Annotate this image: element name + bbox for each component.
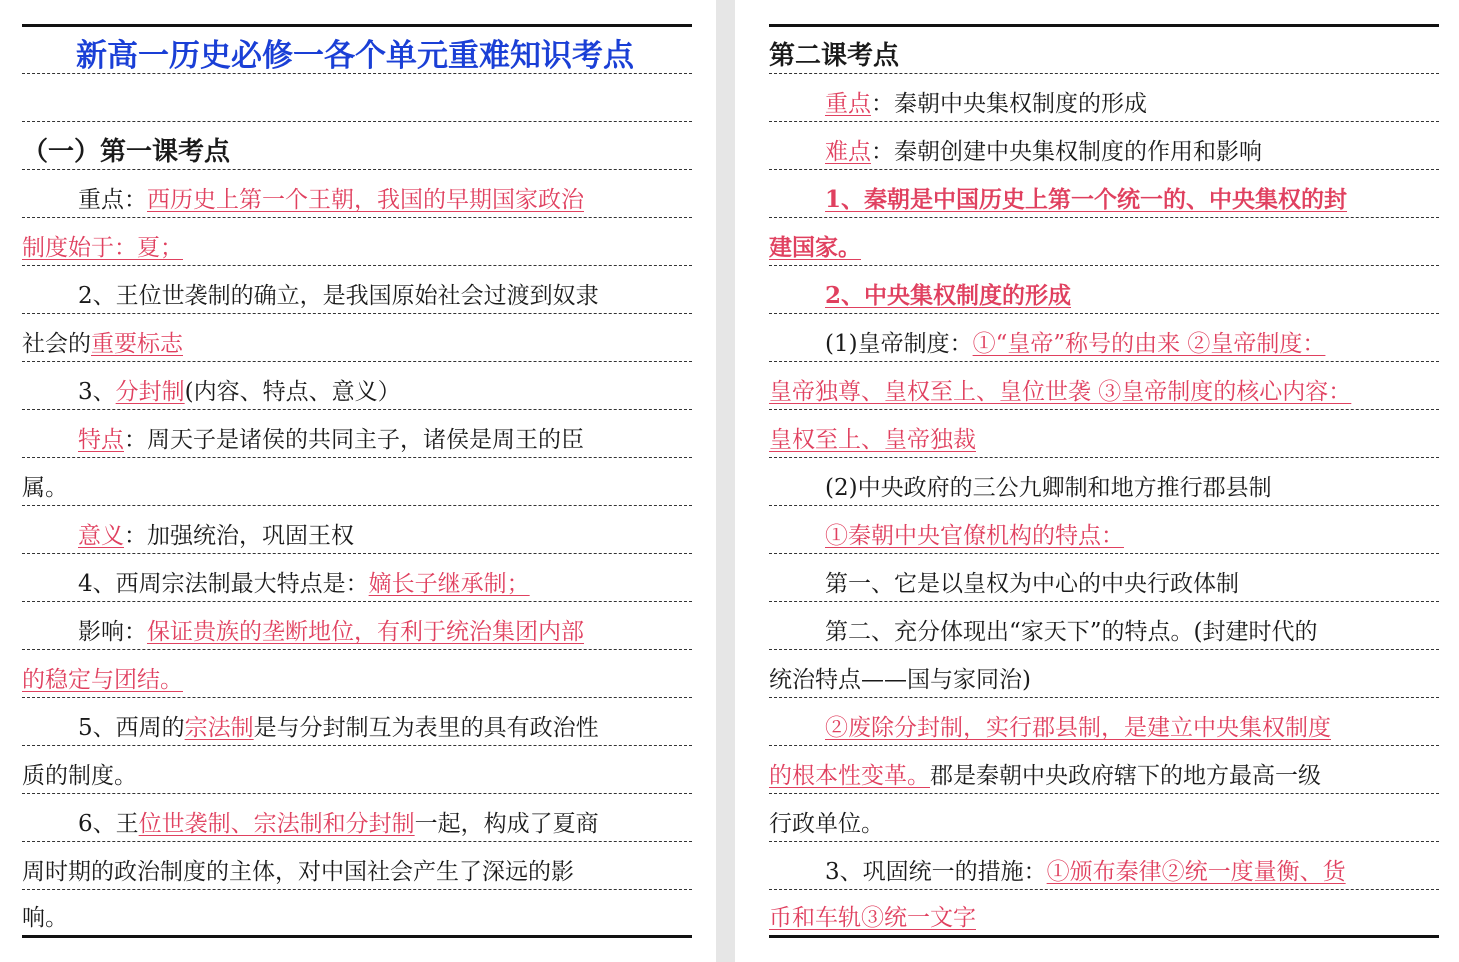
highlight-text: 1、秦朝是中国历史上第一个统一的、中央集权的封 [825, 186, 1348, 213]
highlight-text: 的根本性变革。 [769, 763, 930, 789]
highlight-text: 宗法制 [184, 715, 254, 741]
text-line [22, 218, 692, 266]
plain-text: ：秦朝创建中央集权制度的作用和影响 [871, 139, 1262, 165]
highlight-text: 的稳定与团结。 [22, 667, 183, 693]
text-line: 第二、充分体现出“家天下”的特点。(封建时代的 [769, 602, 1439, 650]
text-line [22, 170, 692, 218]
highlight-text: 制度始于：夏； [22, 235, 183, 261]
text-line: 质的制度。 [22, 746, 692, 794]
text-line [22, 698, 692, 746]
text-line: 行政单位。 [769, 794, 1439, 842]
text-line: 响。 [22, 890, 692, 938]
text-line [769, 362, 1439, 410]
highlight-text: 特点 [78, 427, 124, 453]
text-line [769, 74, 1439, 122]
section-heading-lesson-2: 第二课考点 [769, 27, 1439, 74]
text-line [22, 554, 692, 602]
text-line [22, 794, 692, 842]
highlight-text: 分封制 [115, 379, 185, 405]
plain-text: 4、西周宗法制最大特点是： [78, 571, 369, 597]
highlight-text: 位世袭制、宗法制和分封制 [138, 811, 415, 837]
text-line [769, 314, 1439, 362]
plain-text: 3、 [78, 379, 116, 405]
plain-text: (1)皇帝制度： [825, 331, 973, 357]
plain-text: ：周天子是诸侯的共同主子，诸侯是周王的臣 [124, 427, 584, 453]
highlight-text: 币和车轨③统一文字 [769, 905, 976, 931]
plain-text: 一起，构成了夏商 [414, 811, 599, 837]
plain-text: 5、西周的 [78, 715, 185, 741]
text-line [22, 410, 692, 458]
highlight-text: 重点 [825, 91, 871, 117]
highlight-text: 2、中央集权制度的形成 [825, 282, 1072, 309]
highlight-text: 难点 [825, 139, 871, 165]
plain-text: 社会的 [22, 331, 91, 357]
highlight-text: 皇帝独尊、皇权至上、皇位世袭 ③皇帝制度的核心内容： [769, 379, 1352, 405]
text-line [22, 362, 692, 410]
plain-text: 影响： [78, 619, 147, 645]
highlight-text: 意义 [78, 523, 124, 549]
text-line [769, 746, 1439, 794]
text-line: 统治特点——国与家同治) [769, 650, 1439, 698]
text-line: 2、王位世袭制的确立，是我国原始社会过渡到奴隶 [22, 266, 692, 314]
highlight-text: ②废除分封制，实行郡县制，是建立中央集权制度 [825, 715, 1331, 741]
highlight-text: 嫡长子继承制； [368, 571, 530, 597]
highlight-text: 建国家。 [769, 234, 861, 261]
text-line [769, 410, 1439, 458]
text-line [22, 602, 692, 650]
plain-text: ：加强统治，巩固王权 [124, 523, 354, 549]
plain-text: 6、王 [78, 811, 139, 837]
plain-text: 郡是秦朝中央政府辖下的地方最高一级 [930, 763, 1321, 789]
highlight-text: 保证贵族的垄断地位，有利于统治集团内部 [147, 619, 584, 645]
text-line: (2)中央政府的三公九卿制和地方推行郡县制 [769, 458, 1439, 506]
plain-text: 3、巩固统一的措施： [825, 859, 1047, 885]
highlight-text: 皇权至上、皇帝独裁 [769, 427, 976, 453]
text-line [769, 122, 1439, 170]
text-line [769, 698, 1439, 746]
text-line [22, 650, 692, 698]
plain-text: (内容、特点、意义） [184, 379, 401, 405]
label-key-point: 重点： [78, 187, 147, 213]
text-line [22, 314, 692, 362]
highlight-text: ①颁布秦律②统一度量衡、货 [1046, 859, 1346, 885]
left-text-column [22, 24, 692, 938]
highlight-text: ①“皇帝”称号的由来 ②皇帝制度： [972, 331, 1326, 357]
left-page [0, 0, 716, 962]
highlight-text: 西历史上第一个王朝，我国的早期国家政治 [147, 187, 584, 213]
text-line [22, 506, 692, 554]
plain-text: 是与分封制互为表里的具有政治性 [253, 715, 599, 741]
text-line: 属。 [22, 458, 692, 506]
highlight-text: 重要标志 [91, 331, 183, 357]
text-line [769, 842, 1439, 890]
section-heading-lesson-1: （一）第一课考点 [22, 122, 692, 170]
text-line [769, 170, 1439, 218]
text-line: 周时期的政治制度的主体，对中国社会产生了深远的影 [22, 842, 692, 890]
text-line [769, 506, 1439, 554]
blank-line [22, 74, 692, 122]
text-line: 第一、它是以皇权为中心的中央行政体制 [769, 554, 1439, 602]
plain-text: ：秦朝中央集权制度的形成 [871, 91, 1147, 117]
text-line [769, 218, 1439, 266]
text-line [769, 890, 1439, 938]
right-text-column [769, 24, 1439, 938]
right-page [735, 0, 1459, 962]
text-line [769, 266, 1439, 314]
highlight-text: ①秦朝中央官僚机构的特点： [825, 523, 1124, 549]
document-title: 新高一历史必修一各个单元重难知识考点 [22, 27, 692, 74]
